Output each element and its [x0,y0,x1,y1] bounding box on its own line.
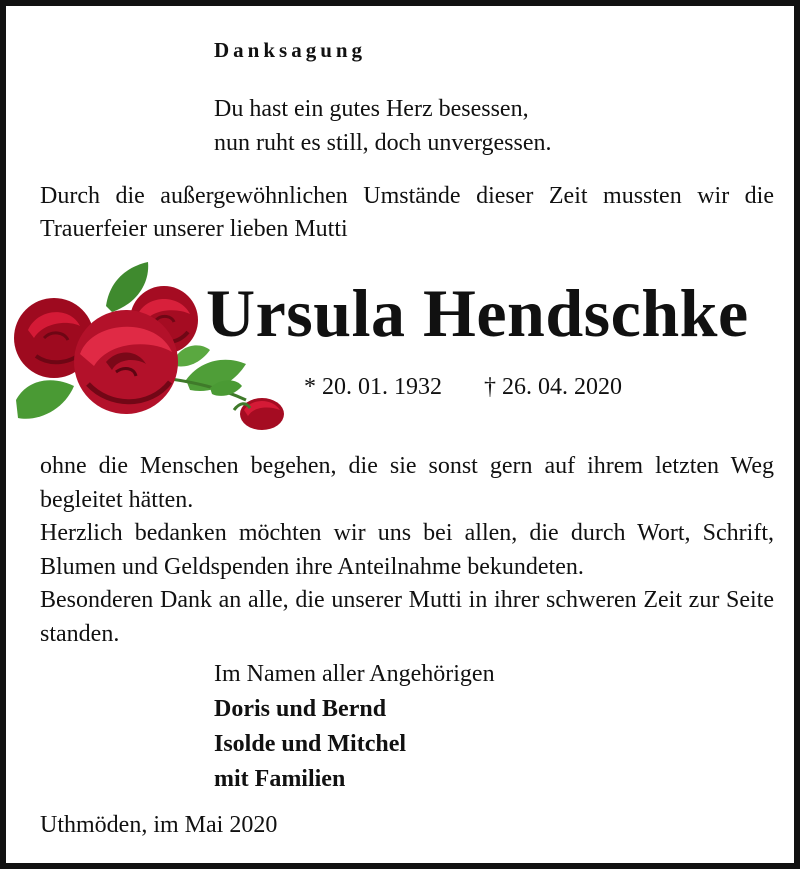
place-date: Uthmöden, im Mai 2020 [40,812,278,838]
verse [214,92,552,160]
intro-text: Durch die außergewöhnlichen Umstände dieser Zeit mussten wir die Trauerfeier unserer lieben Mutti [40,183,774,242]
body-paragraph: Herzlich bedanken möchten wir uns bei allen, die durch Wort, Schrift, Blumen und Geldspenden ihre Anteilnahme bekundeten. [40,520,774,580]
signature-name: mit Familien [214,766,346,792]
signature-intro: Im Namen aller Angehörigen [214,661,495,687]
rose-bud-icon [234,398,284,430]
signature-name: Isolde und Mitchel [214,731,407,757]
body-paragraph: ohne die Menschen begehen, die sie sonst gern auf ihrem letzten Weg begleitet hätten. [40,453,774,513]
life-dates [304,374,622,401]
signature-block [214,657,495,797]
deceased-name: Ursula Hendschke [206,275,749,351]
heading: Danksagung [214,38,367,62]
leaf-icon [16,380,74,419]
death-date: † 26. 04. 2020 [484,374,622,400]
birth-date: * 20. 01. 1932 [304,374,442,400]
verse-line: Du hast ein gutes Herz besessen, [214,96,529,122]
body-text [40,450,774,651]
body-paragraph: Besonderen Dank an alle, die unserer Mutti in ihrer schweren Zeit zur Seite standen. [40,587,774,647]
signature-name: Doris und Bernd [214,696,387,722]
rose-icon [74,310,178,414]
verse-line: nun ruht es still, doch unvergessen. [214,130,552,156]
